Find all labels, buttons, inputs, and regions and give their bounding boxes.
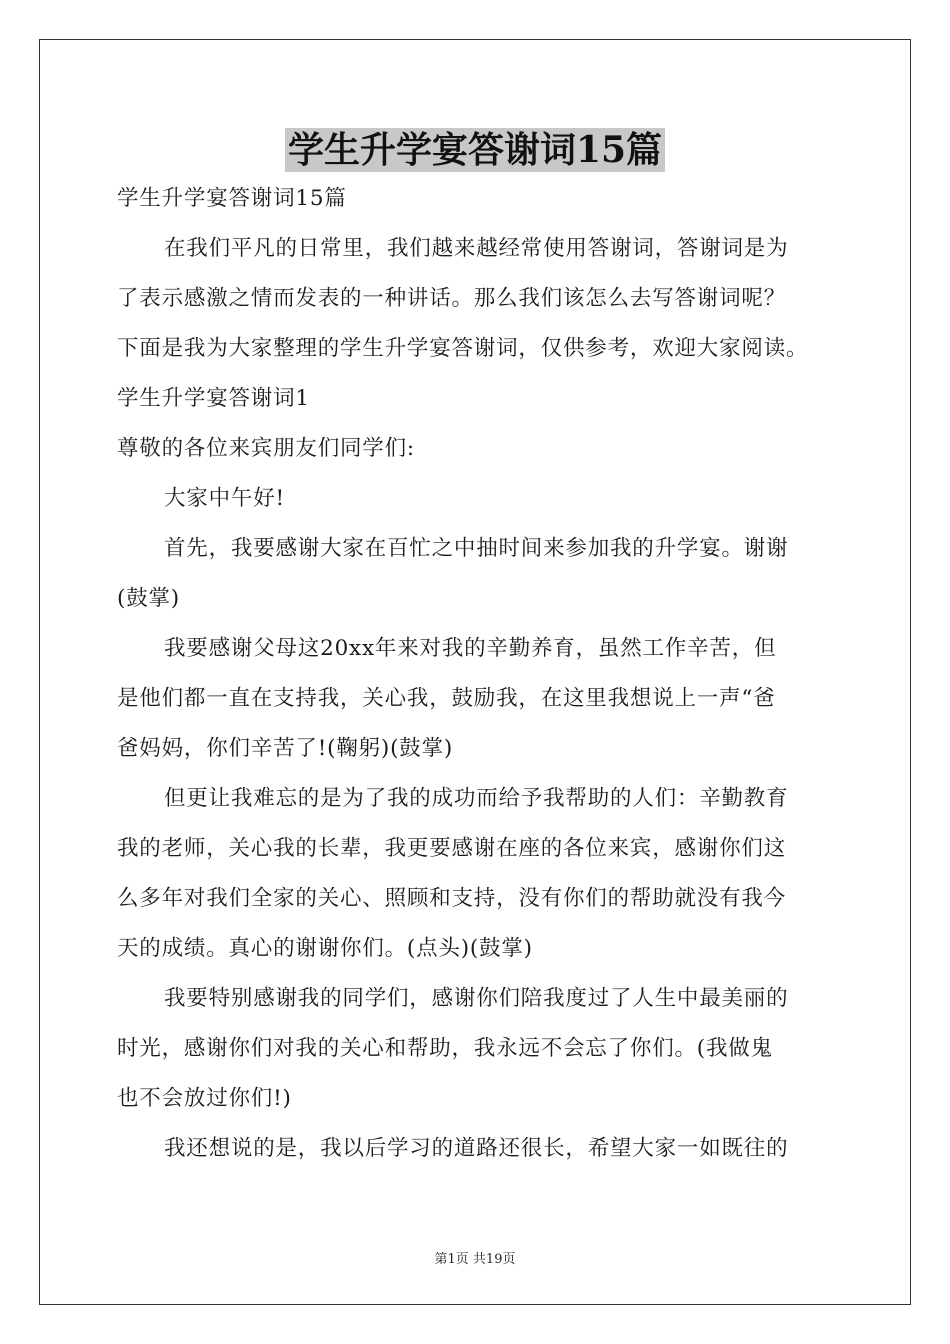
paragraph-line: 是他们都一直在支持我，关心我，鼓励我，在这里我想说上一声“爸 (117, 686, 776, 711)
paragraph-line: 下面是我为大家整理的学生升学宴答谢词，仅供参考，欢迎大家阅读。 (117, 336, 809, 361)
page-number: 第1页 共19页 (434, 1252, 516, 1267)
paragraph-line: 么多年对我们全家的关心、照顾和支持，没有你们的帮助就没有我今 (117, 886, 787, 911)
document-body (117, 184, 837, 1184)
title-container (0, 128, 950, 172)
paragraph-line: 我要特别感谢我的同学们，感谢你们陪我度过了人生中最美丽的 (164, 986, 789, 1011)
subtitle-line: 学生升学宴答谢词15篇 (117, 186, 347, 211)
paragraph-line: 爸妈妈，你们辛苦了!(鞠躬)(鼓掌) (117, 736, 454, 761)
paragraph-line: 但更让我难忘的是为了我的成功而给予我帮助的人们：辛勤教育 (164, 786, 789, 811)
greeting-line: 大家中午好! (164, 486, 285, 511)
document-title: 学生升学宴答谢词15篇 (285, 128, 665, 172)
paragraph-line: (鼓掌) (117, 586, 180, 611)
salutation-line: 尊敬的各位来宾朋友们同学们: (117, 436, 415, 461)
paragraph-line: 在我们平凡的日常里，我们越来越经常使用答谢词，答谢词是为 (164, 236, 789, 261)
paragraph-line: 了表示感激之情而发表的一种讲话。那么我们该怎么去写答谢词呢？ (117, 286, 787, 311)
paragraph-line: 时光，感谢你们对我的关心和帮助，我永远不会忘了你们。(我做鬼 (117, 1036, 773, 1061)
paragraph-line: 我要感谢父母这20xx年来对我的辛勤养育，虽然工作辛苦，但 (164, 636, 777, 661)
paragraph-line: 也不会放过你们!) (117, 1086, 292, 1111)
page-footer (0, 1248, 950, 1267)
paragraph-line: 我还想说的是，我以后学习的道路还很长，希望大家一如既往的 (164, 1136, 789, 1161)
paragraph-line: 首先，我要感谢大家在百忙之中抽时间来参加我的升学宴。谢谢 (164, 536, 789, 561)
paragraph-line: 天的成绩。真心的谢谢你们。(点头)(鼓掌) (117, 936, 533, 961)
paragraph-line: 我的老师，关心我的长辈，我更要感谢在座的各位来宾，感谢你们这 (117, 836, 787, 861)
section-heading: 学生升学宴答谢词1 (117, 386, 310, 411)
